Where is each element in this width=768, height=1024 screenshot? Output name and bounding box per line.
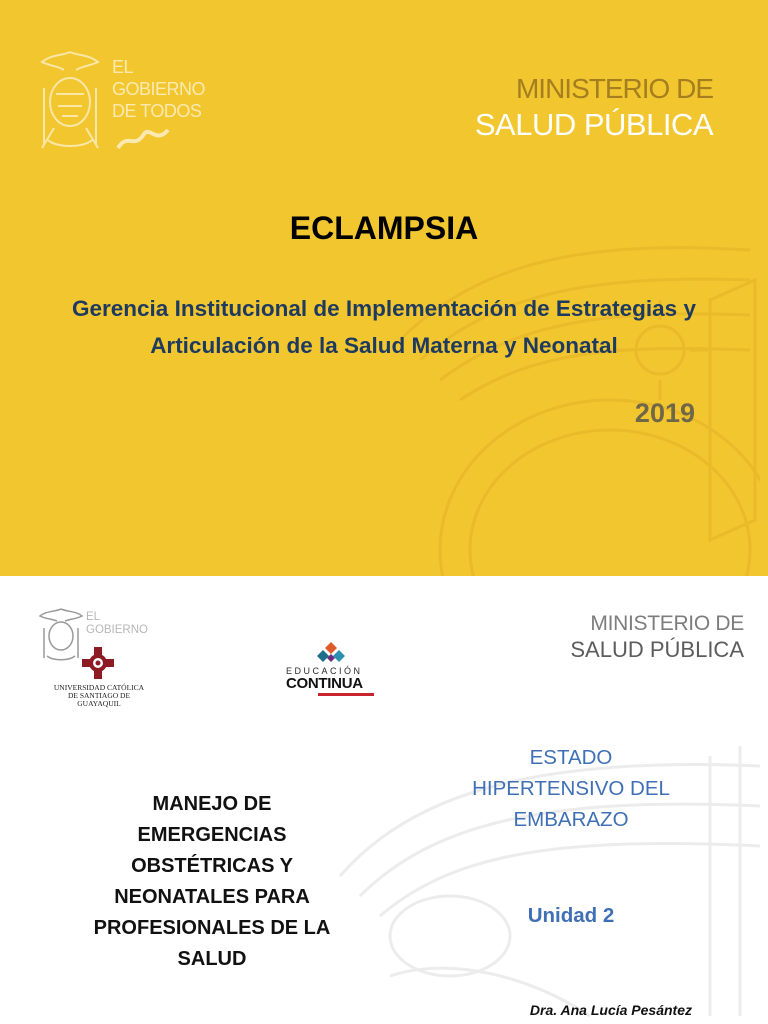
course-title: MANEJO DE EMERGENCIAS OBSTÉTRICAS Y NEONATALES PARA PROFESIONALES DE LA SALUD [93, 793, 331, 970]
government-slogan [112, 56, 205, 122]
ministry-name-top-2: MINISTERIO DE [590, 612, 744, 635]
small-coat-of-arms-icon [38, 606, 84, 662]
education-label-main: CONTINUA [286, 675, 363, 692]
ministry-name-bottom: SALUD PÚBLICA [474, 107, 713, 142]
presentation-subtitle: Gerencia Institucional de Implementación de Estrategias y Articulación de la Salud Materna y Neonatal [72, 296, 696, 358]
government-line-1: EL [112, 57, 134, 77]
coat-of-arms-icon [34, 48, 106, 154]
author-name: Dra. Ana Lucía Pesántez [529, 1002, 692, 1018]
education-label-top: EDUCACIÓN [286, 666, 363, 676]
presentation-year: 2019 [634, 398, 695, 428]
ministry-name-top: MINISTERIO DE [515, 73, 713, 104]
government-line-3: DE TODOS [112, 101, 202, 121]
small-government-line-1: EL [86, 611, 101, 623]
university-line-1: UNIVERSIDAD CATÓLICA [53, 683, 145, 692]
module-title: ESTADO HIPERTENSIVO DEL EMBARAZO [472, 746, 670, 831]
government-line-2: GOBIERNO [112, 79, 206, 99]
eagle-watermark-icon [360, 220, 760, 576]
small-government-line-2: GOBIERNO [86, 624, 148, 636]
education-underline [318, 693, 374, 696]
government-swoosh-icon [116, 124, 170, 152]
unit-label: Unidad 2 [527, 904, 615, 927]
university-crest-icon [80, 645, 116, 681]
university-line-2: DE SANTIAGO DE GUAYAQUIL [67, 691, 131, 708]
education-logo-icon [316, 641, 346, 665]
presentation-title: ECLAMPSIA [289, 210, 479, 246]
ministry-name-bottom-2: SALUD PÚBLICA [570, 637, 744, 662]
small-government-slogan [86, 611, 148, 637]
university-name [46, 684, 152, 708]
